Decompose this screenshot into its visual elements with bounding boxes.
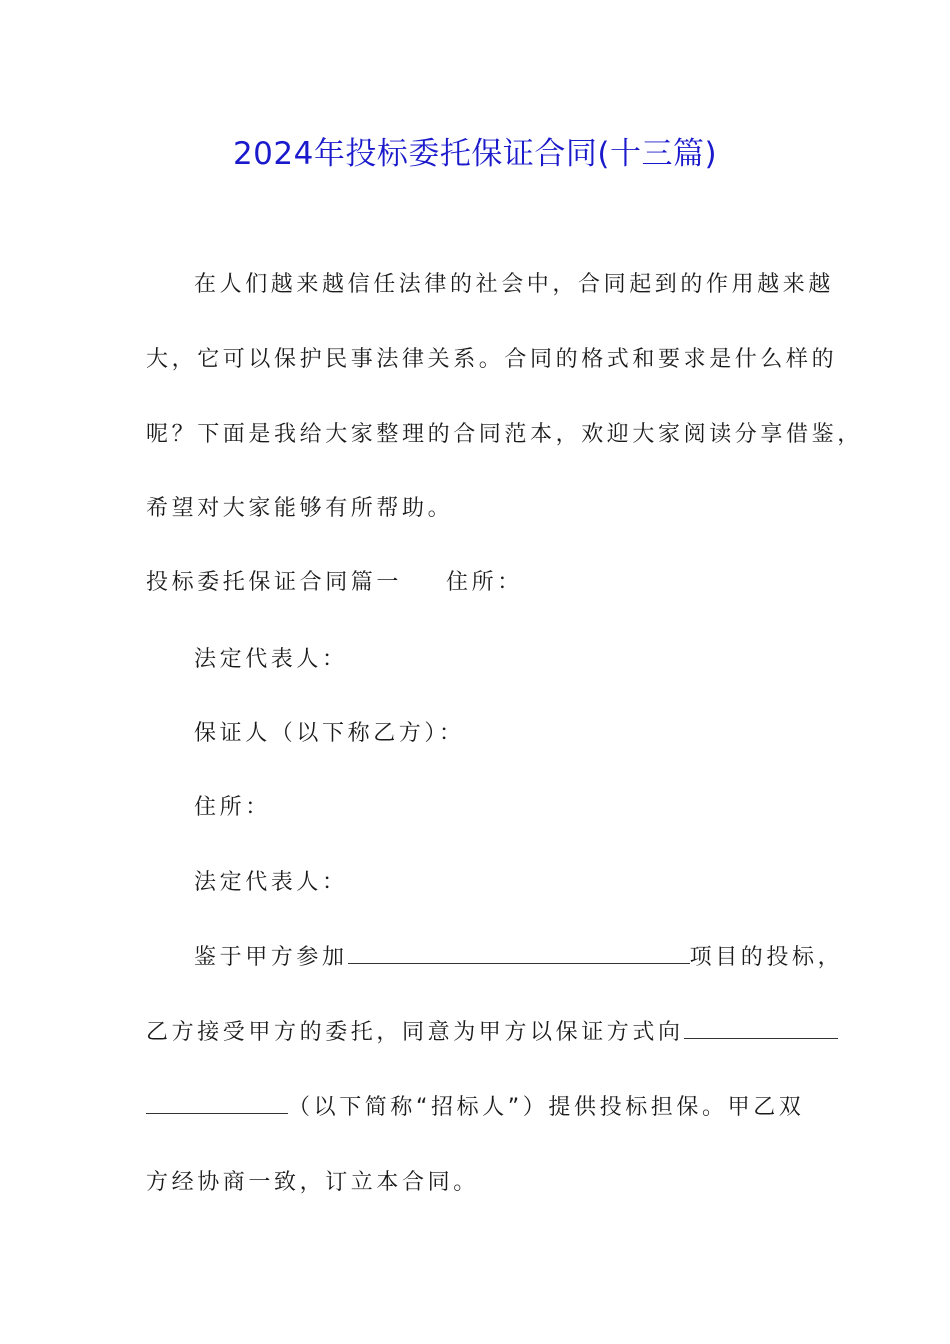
residence-label-1: 住所：	[446, 570, 523, 595]
body-line-4: 方经协商一致，订立本合同。	[146, 1170, 479, 1195]
body-line-3-text: （以下简称“招标人”）提供投标担保。甲乙双	[288, 1095, 805, 1120]
body-line-1-start: 鉴于甲方参加	[194, 945, 348, 970]
section-heading: 投标委托保证合同篇一	[146, 570, 403, 595]
project-name-blank	[348, 943, 690, 964]
guarantor-field: 保证人（以下称乙方）：	[194, 721, 465, 746]
document-title: 2024年投标委托保证合同(十三篇)	[232, 136, 718, 172]
body-line-3	[146, 1093, 826, 1123]
body-line-1	[194, 943, 874, 973]
section-heading-row	[146, 568, 826, 598]
intro-line-4: 希望对大家能够有所帮助。	[146, 496, 454, 521]
body-line-2-text: 乙方接受甲方的委托，同意为甲方以保证方式向	[146, 1020, 684, 1045]
tenderer-blank-part-2	[146, 1093, 288, 1114]
body-line-1-end: 项目的投标，	[689, 945, 844, 970]
legal-rep-field-2: 法定代表人：	[194, 870, 348, 895]
intro-line-2: 大，它可以保护民事法律关系。合同的格式和要求是什么样的	[146, 347, 838, 372]
residence-field-2: 住所：	[194, 795, 271, 820]
intro-line-3: 呢？下面是我给大家整理的合同范本，欢迎大家阅读分享借鉴，	[146, 422, 863, 447]
tenderer-blank-part-1	[684, 1018, 838, 1039]
body-line-2	[146, 1018, 826, 1048]
intro-line-1: 在人们越来越信任法律的社会中，合同起到的作用越来越	[194, 272, 835, 297]
legal-rep-field-1: 法定代表人：	[194, 647, 348, 672]
